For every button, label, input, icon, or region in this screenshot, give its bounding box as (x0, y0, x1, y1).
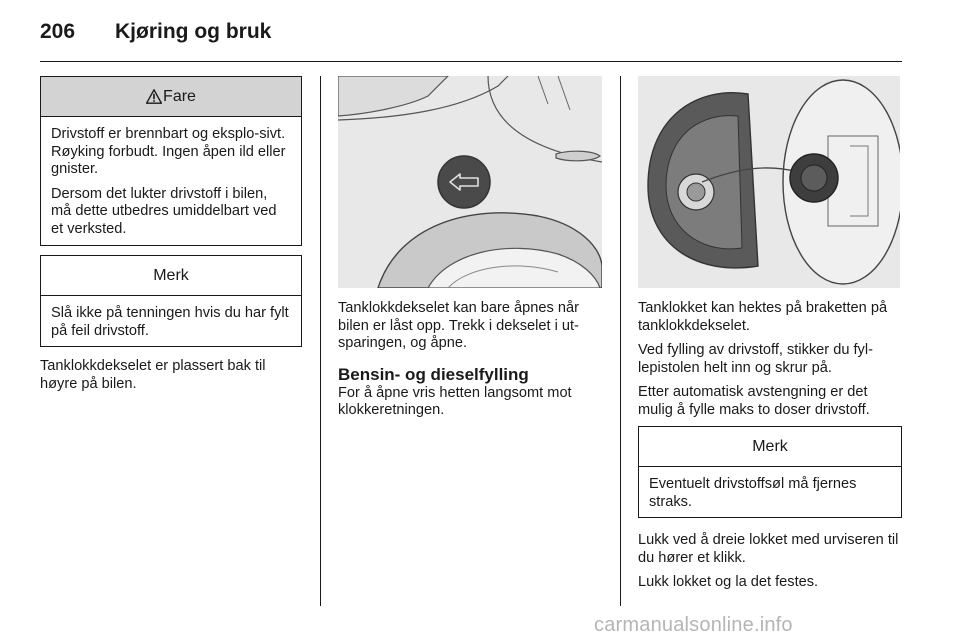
body-paragraph: Tanklokkdekselet kan bare åpnes når bilen er låst opp. Trekk i dekselet i ut-sparingen, og åpne. (338, 300, 579, 351)
middle-column-text (338, 300, 604, 427)
section-subheading: Bensin- og dieselfylling (338, 364, 529, 384)
body-paragraph: Tanklokket kan hektes på braketten på tanklokkdekselet. (638, 300, 888, 334)
note-box-title: Merk (153, 266, 189, 284)
body-paragraph: Etter automatisk avstengning er det mulig å fylle maks to doser drivstoff. (638, 384, 870, 418)
note-box (40, 255, 302, 347)
body-paragraph: For å åpne vris hetten langsomt mot klokkeretningen. (338, 384, 572, 418)
page-number: 206 (40, 20, 76, 43)
note-box-header (41, 256, 301, 296)
danger-box-header (41, 77, 301, 117)
body-paragraph: Lukk lokket og la det festes. (638, 574, 819, 590)
note-paragraph: Slå ikke på tenningen hvis du har fylt på feil drivstoff. (51, 305, 289, 339)
body-paragraph: Ved fylling av drivstoff, stikker du fyl-lepistolen helt inn og skrur på. (638, 342, 873, 376)
column-divider-right (620, 76, 621, 606)
warning-triangle-icon (146, 89, 162, 104)
left-column (40, 76, 302, 400)
danger-paragraph: Drivstoff er brennbart og eksplo-sivt. Røyking forbudt. Ingen åpen ild eller gnister. (51, 126, 286, 177)
chapter-title: Kjøring og bruk (115, 20, 272, 43)
note-box-body (639, 467, 901, 524)
danger-box (40, 76, 302, 246)
body-paragraph: Lukk ved å dreie lokket med urviseren til du hører et klikk. (638, 532, 899, 566)
note-box (638, 426, 902, 518)
car-rear-fuel-flap-illustration (338, 76, 602, 288)
note-box-body (41, 296, 301, 353)
column-divider-left (320, 76, 321, 606)
right-column-text (638, 300, 902, 599)
body-paragraph: Tanklokkdekselet er plassert bak til høyre på bilen. (40, 358, 266, 392)
note-box-title: Merk (752, 437, 788, 455)
open-fuel-flap-cap-illustration (638, 76, 900, 288)
page-header (40, 18, 902, 62)
note-paragraph: Eventuelt drivstoffsøl må fjernes straks. (649, 476, 857, 510)
danger-box-title: Fare (163, 87, 196, 105)
watermark: carmanualsonline.info (594, 614, 793, 636)
note-box-header (639, 427, 901, 467)
danger-paragraph: Dersom det lukter drivstoff i bilen, må dette utbedres umiddelbart ved et verksted. (51, 185, 277, 237)
danger-box-body (41, 117, 301, 251)
